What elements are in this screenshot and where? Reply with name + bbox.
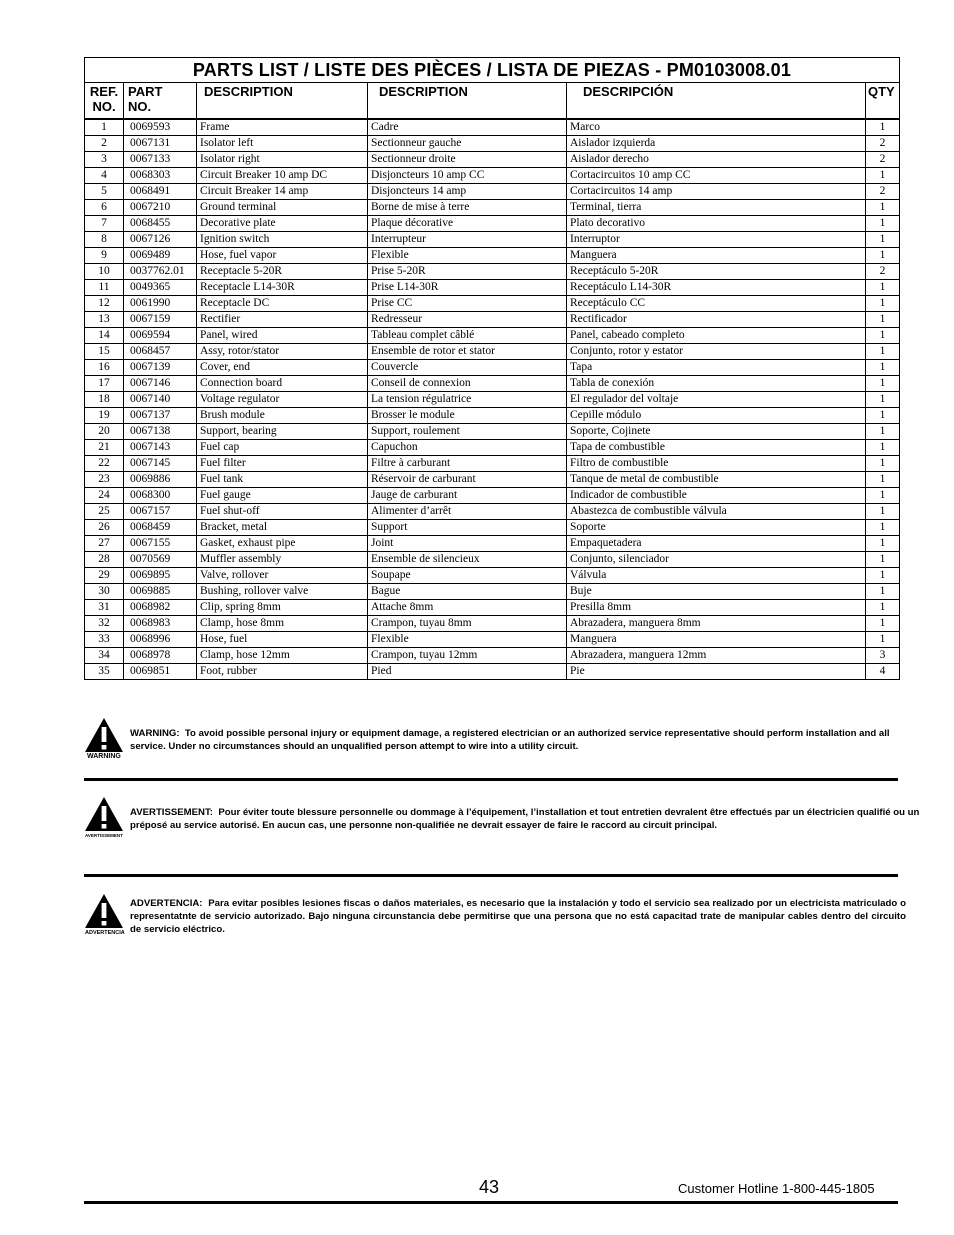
cell-description-fr: Borne de mise à terre	[368, 200, 567, 215]
warning-es	[84, 893, 914, 943]
page-title: PARTS LIST / LISTE DES PIÈCES / LISTA DE PIEZAS - PM0103008.01	[85, 58, 899, 83]
cell-description-fr: Tableau complet câblé	[368, 328, 567, 343]
cell-qty: 1	[879, 441, 886, 453]
cell-qty: 1	[879, 409, 886, 421]
cell-ref-no: 28	[85, 552, 124, 567]
cell-part-no: 0067133	[124, 152, 197, 167]
cell-description-fr: Réservoir de carburant	[368, 472, 567, 487]
cell-description-fr: Bague	[368, 584, 567, 599]
cell-part-no: 0067131	[124, 136, 197, 151]
cell-part-no: 0067137	[124, 408, 197, 423]
table-row	[85, 360, 899, 376]
cell-qty: 2	[879, 153, 886, 165]
cell-ref-no: 7	[85, 216, 124, 231]
cell-qty: 1	[879, 457, 886, 469]
cell-qty: 1	[879, 521, 886, 533]
header-ref-no: REF. NO.	[85, 83, 124, 118]
cell-description-en: Isolator right	[197, 152, 368, 167]
cell-ref-no: 18	[85, 392, 124, 407]
cell-qty: 1	[879, 361, 886, 373]
cell-part-no: 0068978	[124, 648, 197, 663]
cell-description-es: Interruptor	[567, 232, 866, 247]
cell-qty: 1	[879, 633, 886, 645]
cell-description-en: Circuit Breaker 14 amp	[197, 184, 368, 199]
cell-qty: 1	[879, 201, 886, 213]
cell-description-es: Receptáculo CC	[567, 296, 866, 311]
cell-description-fr: Joint	[368, 536, 567, 551]
cell-description-en: Gasket, exhaust pipe	[197, 536, 368, 551]
cell-description-fr: La tension régulatrice	[368, 392, 567, 407]
cell-description-es: Pie	[567, 664, 866, 679]
cell-part-no: 0069851	[124, 664, 197, 679]
table-row	[85, 184, 899, 200]
table-header	[85, 83, 899, 120]
cell-description-en: Decorative plate	[197, 216, 368, 231]
cell-part-no: 0068303	[124, 168, 197, 183]
table-row	[85, 136, 899, 152]
cell-part-no: 0068459	[124, 520, 197, 535]
cell-part-no: 0068300	[124, 488, 197, 503]
cell-ref-no: 31	[85, 600, 124, 615]
cell-description-fr: Jauge de carburant	[368, 488, 567, 503]
warning-icon-label: WARNING	[87, 753, 121, 760]
table-row	[85, 344, 899, 360]
cell-ref-no: 34	[85, 648, 124, 663]
cell-description-es: Receptáculo 5-20R	[567, 264, 866, 279]
cell-ref-no: 9	[85, 248, 124, 263]
cell-qty: 1	[879, 233, 886, 245]
table-row	[85, 552, 899, 568]
cell-part-no: 0049365	[124, 280, 197, 295]
cell-description-es: Tabla de conexión	[567, 376, 866, 391]
cell-description-fr: Flexible	[368, 632, 567, 647]
cell-qty: 3	[879, 649, 886, 661]
cell-description-fr: Support	[368, 520, 567, 535]
cell-qty: 1	[879, 489, 886, 501]
table-row	[85, 168, 899, 184]
cell-description-es: Filtro de combustible	[567, 456, 866, 471]
table-row	[85, 632, 899, 648]
cell-qty: 1	[879, 313, 886, 325]
cell-description-es: Plato decorativo	[567, 216, 866, 231]
cell-description-fr: Flexible	[368, 248, 567, 263]
cell-qty: 1	[879, 217, 886, 229]
cell-qty: 1	[879, 601, 886, 613]
cell-qty: 1	[879, 425, 886, 437]
cell-description-fr: Prise L14-30R	[368, 280, 567, 295]
cell-description-es: Receptáculo L14-30R	[567, 280, 866, 295]
cell-part-no: 0069489	[124, 248, 197, 263]
cell-description-en: Assy, rotor/stator	[197, 344, 368, 359]
cell-description-es: Válvula	[567, 568, 866, 583]
cell-description-es: Conjunto, rotor y estator	[567, 344, 866, 359]
cell-description-fr: Prise CC	[368, 296, 567, 311]
cell-part-no: 0067159	[124, 312, 197, 327]
cell-description-es: Cortacircuitos 10 amp CC	[567, 168, 866, 183]
cell-part-no: 0067126	[124, 232, 197, 247]
cell-ref-no: 10	[85, 264, 124, 279]
cell-description-fr: Couvercle	[368, 360, 567, 375]
cell-description-en: Fuel shut-off	[197, 504, 368, 519]
cell-description-es: Manguera	[567, 248, 866, 263]
cell-ref-no: 6	[85, 200, 124, 215]
warning-text: WARNING: To avoid possible personal injury or equipment damage, a registered electrician or an authorized service representative should perform installation and all service. Under no circumstances should an unqualified person attempt to wire into a utility circuit.	[130, 728, 890, 752]
cell-description-en: Support, bearing	[197, 424, 368, 439]
warning-icon	[84, 717, 126, 753]
cell-description-es: Indicador de combustible	[567, 488, 866, 503]
header-description-fr: DESCRIPTION	[368, 83, 567, 118]
table-row	[85, 248, 899, 264]
cell-description-fr: Sectionneur droite	[368, 152, 567, 167]
cell-qty: 1	[879, 329, 886, 341]
cell-description-fr: Disjoncteurs 14 amp	[368, 184, 567, 199]
cell-description-en: Hose, fuel vapor	[197, 248, 368, 263]
cell-description-en: Ignition switch	[197, 232, 368, 247]
cell-description-en: Fuel gauge	[197, 488, 368, 503]
table-row	[85, 296, 899, 312]
table-row	[85, 600, 899, 616]
table-row	[85, 616, 899, 632]
cell-description-es: Soporte	[567, 520, 866, 535]
cell-description-en: Isolator left	[197, 136, 368, 151]
cell-part-no: 0067140	[124, 392, 197, 407]
page-number: 43	[479, 1177, 500, 1197]
warning-en	[84, 717, 914, 767]
cell-description-es: Cortacircuitos 14 amp	[567, 184, 866, 199]
cell-description-en: Frame	[197, 120, 368, 135]
cell-ref-no: 17	[85, 376, 124, 391]
table-row	[85, 392, 899, 408]
parts-list-table	[84, 57, 900, 680]
cell-description-fr: Interrupteur	[368, 232, 567, 247]
cell-description-en: Clip, spring 8mm	[197, 600, 368, 615]
footer-divider	[84, 1201, 898, 1204]
cell-part-no: 0070569	[124, 552, 197, 567]
cell-description-es: Aislador derecho	[567, 152, 866, 167]
table-row	[85, 488, 899, 504]
cell-description-fr: Crampon, tuyau 12mm	[368, 648, 567, 663]
cell-ref-no: 20	[85, 424, 124, 439]
cell-description-en: Valve, rollover	[197, 568, 368, 583]
cell-qty: 4	[879, 665, 886, 677]
cell-description-fr: Prise 5-20R	[368, 264, 567, 279]
table-body	[85, 120, 899, 680]
cell-qty: 2	[879, 185, 886, 197]
cell-ref-no: 3	[85, 152, 124, 167]
cell-qty: 1	[879, 537, 886, 549]
cell-description-fr: Ensemble de silencieux	[368, 552, 567, 567]
header-qty: QTY	[868, 84, 895, 99]
cell-description-en: Receptacle L14-30R	[197, 280, 368, 295]
table-row	[85, 536, 899, 552]
cell-part-no: 0069886	[124, 472, 197, 487]
cell-part-no: 0068455	[124, 216, 197, 231]
warning-icon	[84, 893, 126, 929]
cell-ref-no: 5	[85, 184, 124, 199]
cell-description-es: Manguera	[567, 632, 866, 647]
cell-qty: 1	[879, 617, 886, 629]
cell-description-es: Tapa	[567, 360, 866, 375]
cell-qty: 1	[879, 473, 886, 485]
cell-description-es: Terminal, tierra	[567, 200, 866, 215]
cell-qty: 1	[879, 505, 886, 517]
cell-description-en: Bushing, rollover valve	[197, 584, 368, 599]
table-row	[85, 280, 899, 296]
cell-part-no: 0069594	[124, 328, 197, 343]
cell-ref-no: 13	[85, 312, 124, 327]
cell-part-no: 0067139	[124, 360, 197, 375]
cell-ref-no: 1	[85, 120, 124, 135]
cell-description-en: Foot, rubber	[197, 664, 368, 679]
warning-icon-label: AVERTISSEMENT	[85, 833, 123, 838]
cell-description-en: Clamp, hose 12mm	[197, 648, 368, 663]
cell-description-en: Fuel filter	[197, 456, 368, 471]
cell-description-es: Cepille módulo	[567, 408, 866, 423]
cell-ref-no: 24	[85, 488, 124, 503]
cell-qty: 1	[879, 377, 886, 389]
cell-part-no: 0068491	[124, 184, 197, 199]
cell-qty: 1	[879, 345, 886, 357]
warning-fr	[84, 796, 920, 846]
cell-description-fr: Pied	[368, 664, 567, 679]
cell-description-es: Soporte, Cojinete	[567, 424, 866, 439]
table-row	[85, 504, 899, 520]
cell-qty: 1	[879, 169, 886, 181]
header-description-es: DESCRIPCIÓN	[567, 83, 866, 118]
cell-description-fr: Filtre à carburant	[368, 456, 567, 471]
cell-qty: 1	[879, 393, 886, 405]
header-description-en: DESCRIPTION	[197, 83, 368, 118]
cell-part-no: 0067138	[124, 424, 197, 439]
cell-description-en: Brush module	[197, 408, 368, 423]
warning-text: AVERTISSEMENT: Pour éviter toute blessure personnelle ou dommage à l’équipement, l’installation et tout entretien devralent être effectués par un électricien qualifié ou un préposé au service autorisé. En aucun cas, une personne non-qualifiée ne devrait essayer de faire le raccord au circuit principal.	[130, 807, 920, 831]
cell-ref-no: 2	[85, 136, 124, 151]
cell-description-fr: Redresseur	[368, 312, 567, 327]
cell-description-en: Fuel tank	[197, 472, 368, 487]
table-row	[85, 328, 899, 344]
cell-description-fr: Crampon, tuyau 8mm	[368, 616, 567, 631]
cell-description-fr: Disjoncteurs 10 amp CC	[368, 168, 567, 183]
cell-description-fr: Support, roulement	[368, 424, 567, 439]
cell-qty: 1	[879, 585, 886, 597]
cell-description-es: Panel, cabeado completo	[567, 328, 866, 343]
cell-description-fr: Capuchon	[368, 440, 567, 455]
cell-qty: 2	[879, 265, 886, 277]
cell-part-no: 0061990	[124, 296, 197, 311]
cell-ref-no: 21	[85, 440, 124, 455]
cell-description-es: Abrazadera, manguera 12mm	[567, 648, 866, 663]
customer-hotline: Customer Hotline 1-800-445-1805	[678, 1181, 875, 1196]
cell-description-es: Abastezca de combustible válvula	[567, 504, 866, 519]
cell-ref-no: 33	[85, 632, 124, 647]
cell-description-en: Hose, fuel	[197, 632, 368, 647]
cell-part-no: 0067145	[124, 456, 197, 471]
cell-description-fr: Cadre	[368, 120, 567, 135]
cell-description-en: Cover, end	[197, 360, 368, 375]
table-row	[85, 648, 899, 664]
cell-ref-no: 22	[85, 456, 124, 471]
header-part-no: PART NO.	[124, 83, 197, 118]
cell-description-en: Muffler assembly	[197, 552, 368, 567]
cell-part-no: 0069885	[124, 584, 197, 599]
cell-part-no: 0068457	[124, 344, 197, 359]
cell-ref-no: 23	[85, 472, 124, 487]
cell-description-fr: Alimenter d’arrêt	[368, 504, 567, 519]
table-row	[85, 232, 899, 248]
cell-ref-no: 19	[85, 408, 124, 423]
cell-description-es: Abrazadera, manguera 8mm	[567, 616, 866, 631]
cell-ref-no: 32	[85, 616, 124, 631]
table-row	[85, 568, 899, 584]
table-row	[85, 216, 899, 232]
cell-ref-no: 15	[85, 344, 124, 359]
warning-icon-label: ADVERTENCIA	[85, 930, 125, 936]
cell-description-fr: Sectionneur gauche	[368, 136, 567, 151]
cell-ref-no: 11	[85, 280, 124, 295]
cell-ref-no: 26	[85, 520, 124, 535]
table-row	[85, 584, 899, 600]
table-row	[85, 120, 899, 136]
cell-description-fr: Ensemble de rotor et stator	[368, 344, 567, 359]
cell-ref-no: 8	[85, 232, 124, 247]
divider	[84, 778, 898, 781]
cell-part-no: 0068996	[124, 632, 197, 647]
cell-description-es: Conjunto, silenciador	[567, 552, 866, 567]
cell-qty: 1	[879, 553, 886, 565]
cell-description-es: El regulador del voltaje	[567, 392, 866, 407]
cell-ref-no: 35	[85, 664, 124, 679]
cell-part-no: 0069593	[124, 120, 197, 135]
cell-description-en: Rectifier	[197, 312, 368, 327]
cell-part-no: 0069895	[124, 568, 197, 583]
cell-qty: 2	[879, 137, 886, 149]
cell-part-no: 0067210	[124, 200, 197, 215]
cell-description-en: Receptacle DC	[197, 296, 368, 311]
cell-description-es: Aislador izquierda	[567, 136, 866, 151]
cell-qty: 1	[879, 281, 886, 293]
cell-description-en: Clamp, hose 8mm	[197, 616, 368, 631]
table-row	[85, 456, 899, 472]
table-row	[85, 424, 899, 440]
warning-icon	[84, 796, 126, 832]
cell-ref-no: 29	[85, 568, 124, 583]
cell-description-en: Bracket, metal	[197, 520, 368, 535]
cell-part-no: 0067155	[124, 536, 197, 551]
cell-description-es: Presilla 8mm	[567, 600, 866, 615]
cell-description-fr: Conseil de connexion	[368, 376, 567, 391]
cell-description-fr: Attache 8mm	[368, 600, 567, 615]
table-row	[85, 376, 899, 392]
cell-description-es: Buje	[567, 584, 866, 599]
cell-description-fr: Brosser le module	[368, 408, 567, 423]
table-row	[85, 472, 899, 488]
cell-part-no: 0067157	[124, 504, 197, 519]
cell-ref-no: 4	[85, 168, 124, 183]
divider	[84, 874, 898, 877]
cell-description-en: Connection board	[197, 376, 368, 391]
table-row	[85, 440, 899, 456]
cell-part-no: 0037762.01	[124, 264, 197, 279]
table-row	[85, 264, 899, 280]
cell-ref-no: 12	[85, 296, 124, 311]
cell-qty: 1	[879, 297, 886, 309]
cell-description-es: Tanque de metal de combustible	[567, 472, 866, 487]
cell-description-en: Panel, wired	[197, 328, 368, 343]
cell-qty: 1	[879, 121, 886, 133]
cell-description-en: Circuit Breaker 10 amp DC	[197, 168, 368, 183]
table-row	[85, 520, 899, 536]
cell-description-es: Tapa de combustible	[567, 440, 866, 455]
cell-part-no: 0068982	[124, 600, 197, 615]
cell-description-es: Empaquetadera	[567, 536, 866, 551]
cell-ref-no: 30	[85, 584, 124, 599]
cell-description-en: Fuel cap	[197, 440, 368, 455]
cell-description-fr: Soupape	[368, 568, 567, 583]
cell-part-no: 0067146	[124, 376, 197, 391]
cell-description-en: Voltage regulator	[197, 392, 368, 407]
table-row	[85, 152, 899, 168]
cell-description-es: Rectificador	[567, 312, 866, 327]
cell-description-es: Marco	[567, 120, 866, 135]
cell-description-fr: Plaque décorative	[368, 216, 567, 231]
warning-text: ADVERTENCIA: Para evitar posibles lesiones fiscas o daños materiales, es necesario que la instalación y todo el servicio sea realizado por un electricista matriculado o representatnte de servicio autorizado. Bajo ninguna circunstancia debe permitirse que una persona que no está capacitad trate de manipular cables dentro del circuito de servicio eléctrico.	[130, 898, 906, 935]
cell-part-no: 0067143	[124, 440, 197, 455]
table-row	[85, 408, 899, 424]
cell-ref-no: 14	[85, 328, 124, 343]
table-row	[85, 664, 899, 680]
table-row	[85, 200, 899, 216]
cell-part-no: 0068983	[124, 616, 197, 631]
cell-qty: 1	[879, 569, 886, 581]
cell-ref-no: 27	[85, 536, 124, 551]
cell-description-en: Ground terminal	[197, 200, 368, 215]
cell-ref-no: 25	[85, 504, 124, 519]
table-row	[85, 312, 899, 328]
cell-description-en: Receptacle 5-20R	[197, 264, 368, 279]
cell-ref-no: 16	[85, 360, 124, 375]
cell-qty: 1	[879, 249, 886, 261]
